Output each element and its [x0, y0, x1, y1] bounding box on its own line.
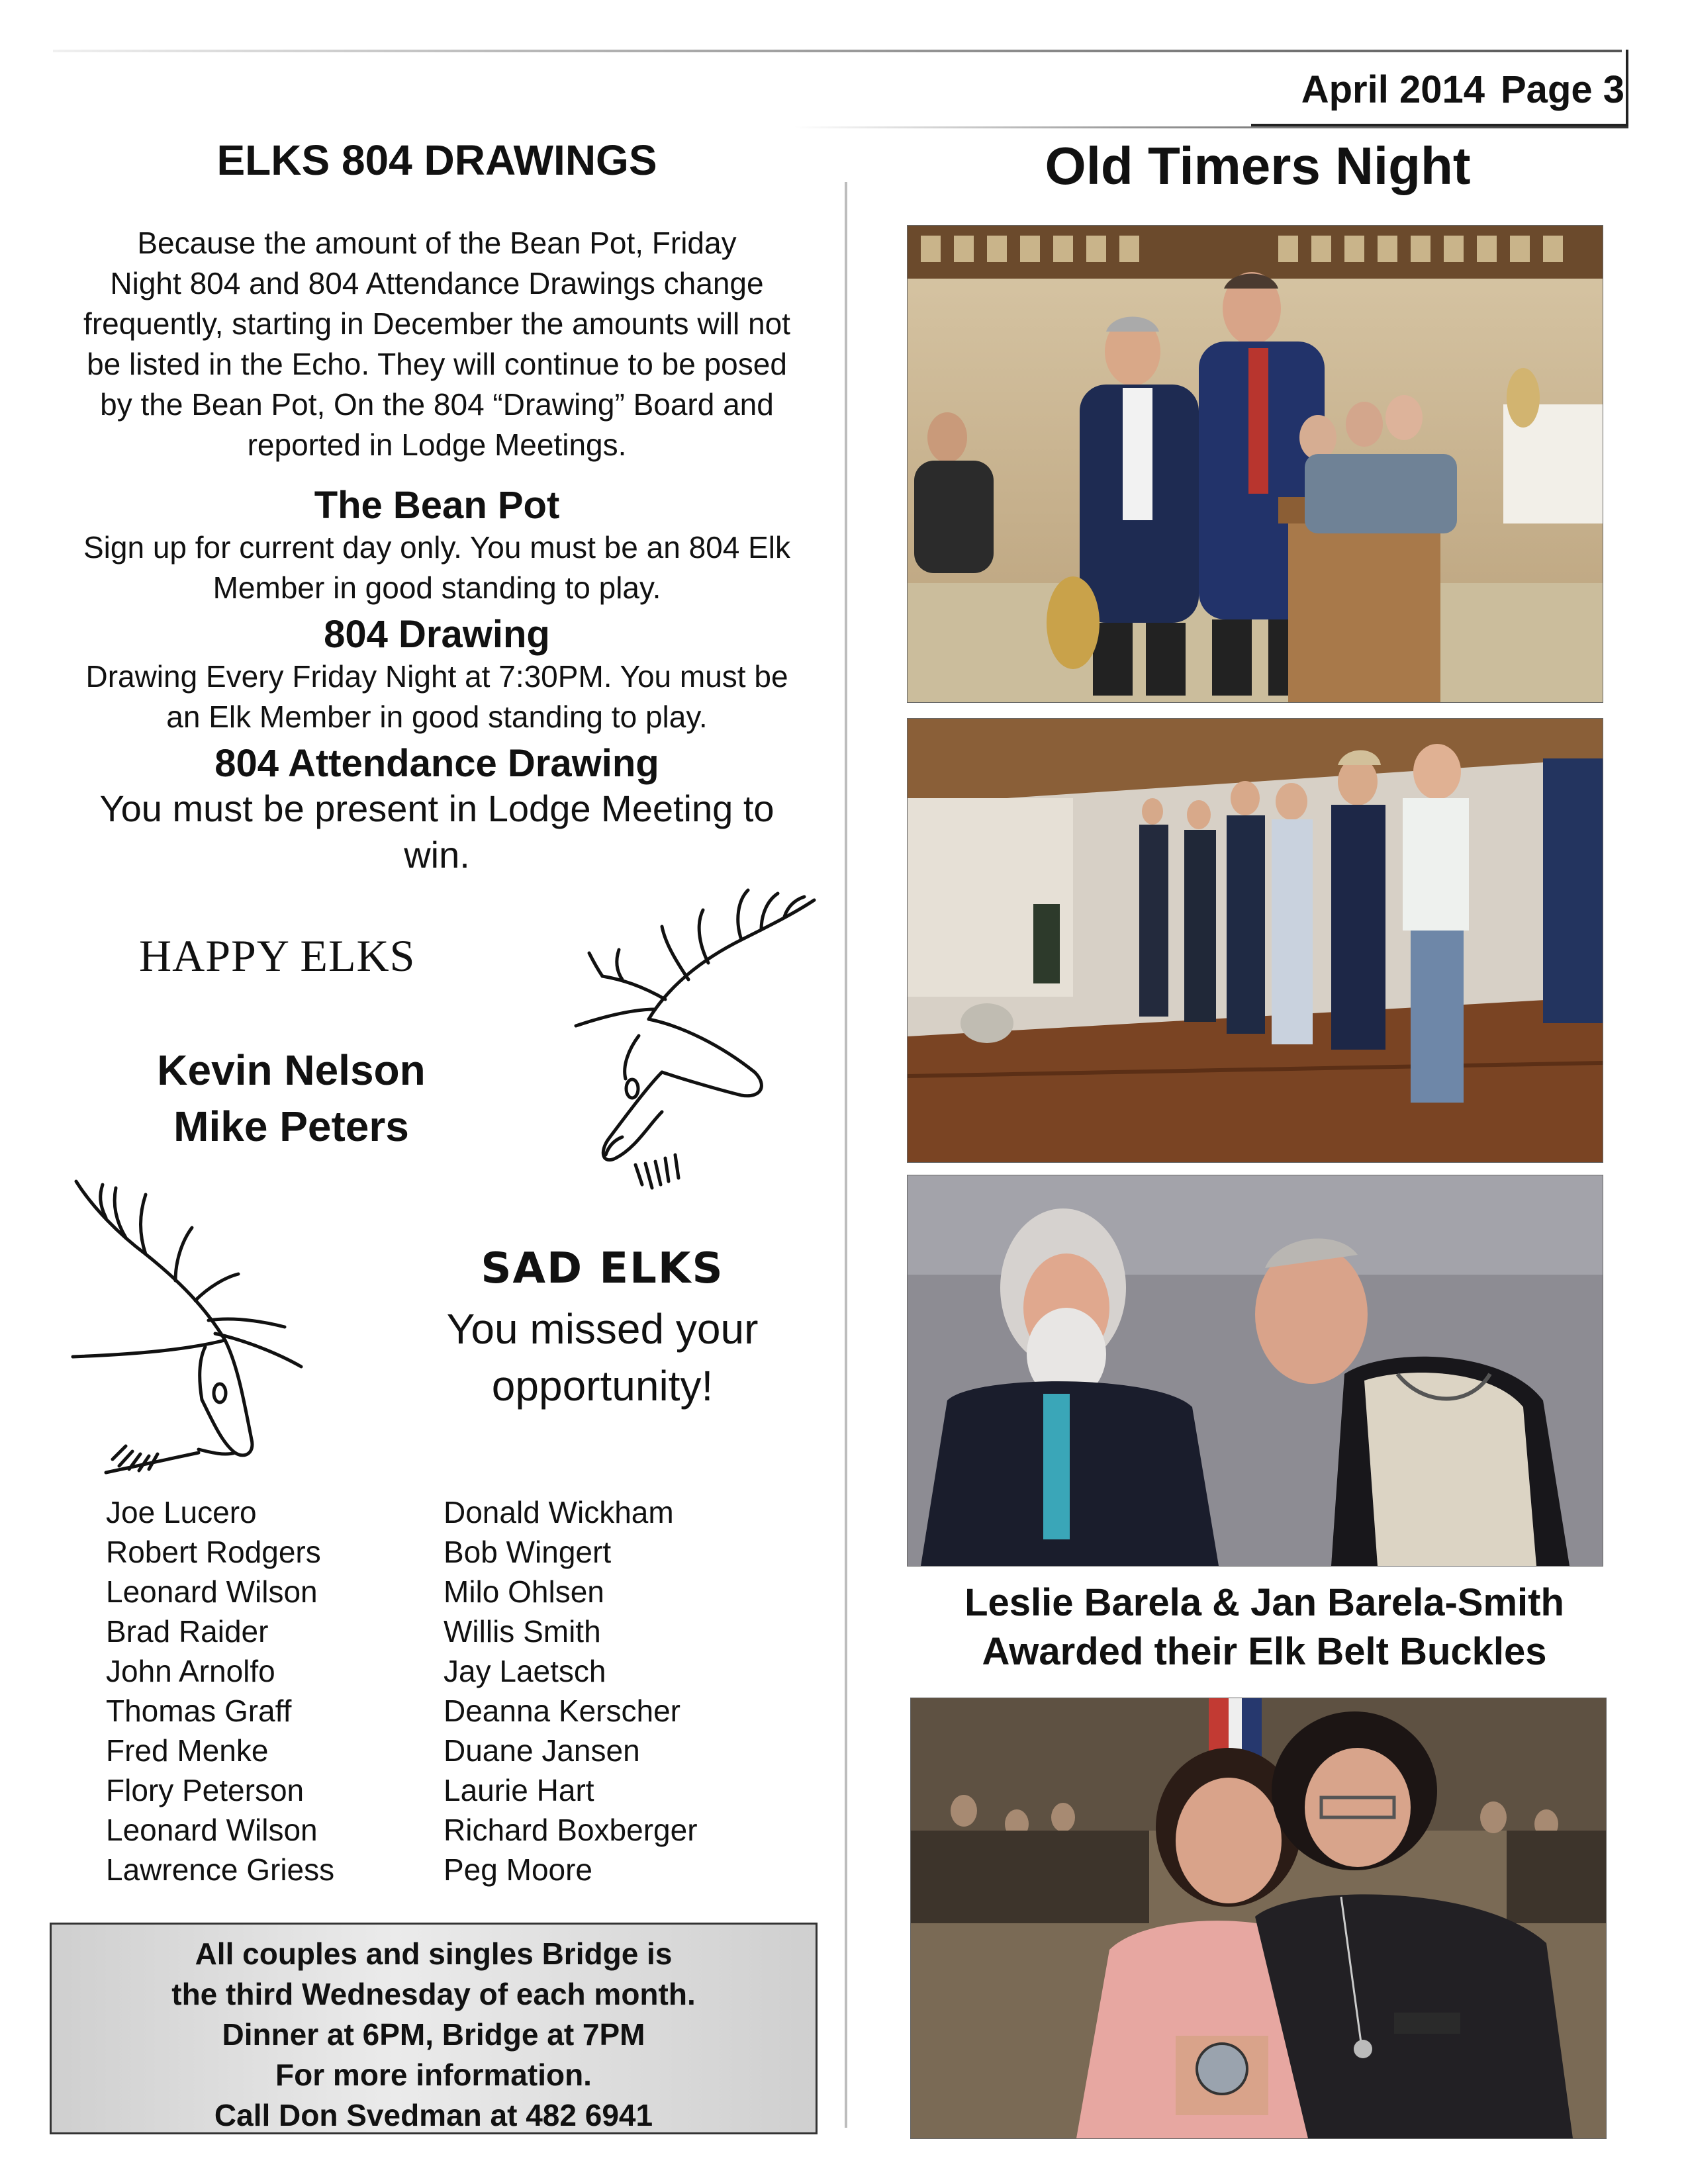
elk-head-illustration — [66, 1168, 331, 1486]
list-item: Willis Smith — [444, 1614, 601, 1649]
list-item: Robert Rodgers — [106, 1535, 321, 1569]
elk-head-illustration — [523, 887, 827, 1218]
list-item: Fred Menke — [106, 1733, 269, 1768]
sad-elks-message: You missed your opportunity! — [446, 1305, 759, 1410]
photo-two-women — [910, 1698, 1607, 2139]
drawing-804-section: 804 Drawing Drawing Every Friday Night at 7:30PM. You must be an Elk Member in good standing to play. — [53, 612, 821, 737]
happy-elk-name: Kevin Nelson — [157, 1046, 426, 1094]
list-item: Bob Wingert — [444, 1535, 612, 1569]
photo-caption: Leslie Barela & Jan Barela-Smith Awarded their Elk Belt Buckles — [964, 1581, 1564, 1673]
photo-podium — [907, 225, 1603, 703]
list-item: Leonard Wilson — [106, 1574, 318, 1609]
sad-elks-title: SAD ELKS — [481, 1244, 724, 1293]
list-item: Jay Laetsch — [444, 1654, 606, 1688]
page-header — [1286, 68, 1624, 112]
issue-date: April 2014 — [1301, 68, 1485, 111]
list-item: Donald Wickham — [444, 1495, 674, 1529]
bean-pot-title: The Bean Pot — [314, 484, 560, 527]
list-item: Peg Moore — [444, 1852, 593, 1887]
attendance-title: 804 Attendance Drawing — [214, 742, 659, 785]
names-list-col2 — [444, 1492, 698, 1889]
attendance-section: 804 Attendance Drawing You must be present in Lodge Meeting to win. — [53, 741, 821, 878]
list-item: Milo Ohlsen — [444, 1574, 604, 1609]
list-item: Deanna Kerscher — [444, 1694, 680, 1728]
list-item: Richard Boxberger — [444, 1813, 698, 1847]
drawings-title: ELKS 804 DRAWINGS — [216, 136, 657, 184]
old-timers-title: Old Timers Night — [1045, 136, 1471, 195]
drawings-intro: Because the amount of the Bean Pot, Friday Night 804 and 804 Attendance Drawings change frequently, starting in December the amounts will not be listed in the Echo. They will continue to be posed by the Bean Pot, On the 804 “Drawing” Board and reported in Lodge Meetings. — [83, 226, 790, 462]
photo-belt-buckle-award — [907, 1175, 1603, 1567]
list-item: Lawrence Griess — [106, 1852, 335, 1887]
list-item: Flory Peterson — [106, 1773, 305, 1807]
list-item: Thomas Graff — [106, 1694, 292, 1728]
bridge-info-box: All couples and singles Bridge is the third Wednesday of each month. Dinner at 6PM, Bridge at 7PM For more information. Call Don Svedman at 482 6941 — [50, 1923, 818, 2134]
drawing-804-title: 804 Drawing — [324, 613, 550, 656]
list-item: Duane Jansen — [444, 1733, 640, 1768]
list-item: Joe Lucero — [106, 1495, 257, 1529]
happy-elks-title: HAPPY ELKS — [139, 931, 416, 981]
list-item: Leonard Wilson — [106, 1813, 318, 1847]
list-item: Laurie Hart — [444, 1773, 594, 1807]
column-divider — [845, 182, 847, 2128]
photo-line-of-members — [907, 718, 1603, 1163]
names-list-col1 — [106, 1492, 334, 1889]
list-item: Brad Raider — [106, 1614, 269, 1649]
list-item: John Arnolfo — [106, 1654, 275, 1688]
page-number: Page 3 — [1501, 68, 1624, 111]
header-underline — [794, 126, 1628, 128]
happy-elk-name: Mike Peters — [173, 1103, 409, 1150]
bean-pot-section: The Bean Pot Sign up for current day only. You must be an 804 Elk Member in good standing to play. — [53, 483, 821, 608]
